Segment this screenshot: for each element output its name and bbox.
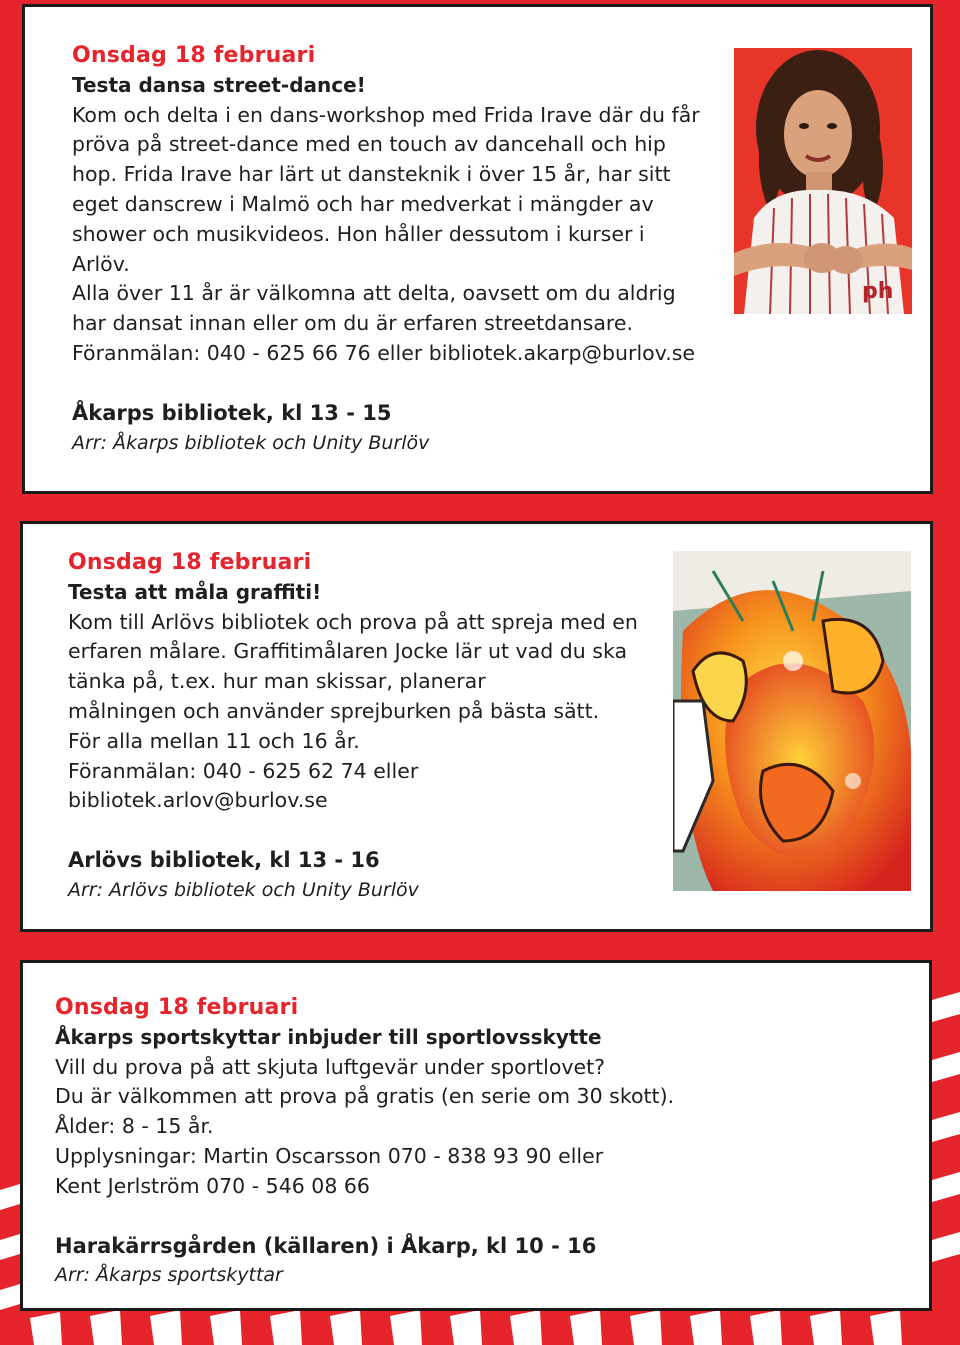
event-date: Onsdag 18 februari <box>72 43 316 68</box>
description-line: tänka på, t.ex. hur man skissar, planerar <box>68 669 486 694</box>
event-location: Harakärrsgården (källaren) i Åkarp, kl 10 - 16 <box>55 1233 597 1258</box>
description-line: Föranmälan: 040 - 625 62 74 eller <box>68 758 419 783</box>
description-line: har dansat innan eller om du är erfaren streetdansare. <box>72 311 634 336</box>
description-line: målningen och använder sprejburken på bästa sätt. <box>68 698 600 723</box>
event-location: Arlövs bibliotek, kl 13 - 16 <box>68 848 380 873</box>
event-card-street-dance <box>22 4 933 494</box>
event-organizer: Arr: Arlövs bibliotek och Unity Burlöv <box>68 878 419 901</box>
event-date: Onsdag 18 februari <box>55 995 299 1020</box>
event-content <box>68 548 668 906</box>
svg-text:ph: ph <box>862 279 894 304</box>
description-line: Kom till Arlövs bibliotek och prova på att spreja med en <box>68 609 638 634</box>
event-description <box>68 608 668 817</box>
description-line: erfaren målare. Graffitimålaren Jocke lär ut vad du ska <box>68 639 628 664</box>
description-line: pröva på street-dance med en touch av dancehall och hip <box>72 132 666 157</box>
description-line: Kom och delta i en dans-workshop med Frida Irave där du får <box>72 102 700 127</box>
description-line: För alla mellan 11 och 16 år. <box>68 728 360 753</box>
event-card-shooting <box>20 960 932 1311</box>
description-line: bibliotek.arlov@burlov.se <box>68 788 328 813</box>
description-line: Föranmälan: 040 - 625 66 76 eller bibliotek.akarp@burlov.se <box>72 340 696 365</box>
event-description <box>72 101 732 369</box>
event-organizer: Arr: Åkarps sportskyttar <box>55 1264 283 1287</box>
description-line: Upplysningar: Martin Oscarsson 070 - 838 93 90 eller <box>55 1143 604 1168</box>
event-title: Testa dansa street-dance! <box>72 72 366 97</box>
description-line: hop. Frida Irave har lärt ut dansteknik i över 15 år, har sitt <box>72 162 671 187</box>
description-line: Alla över 11 år är välkomna att delta, oavsett om du aldrig <box>72 281 676 306</box>
description-line: eget danscrew i Malmö och har medverkat i mängder av <box>72 191 654 216</box>
event-card-graffiti <box>20 521 933 932</box>
event-content <box>55 993 915 1291</box>
event-title: Åkarps sportskyttar inbjuder till sportlovsskytte <box>55 1024 602 1049</box>
event-title: Testa att måla graffiti! <box>68 579 322 604</box>
dancer-photo <box>734 48 912 314</box>
event-location: Åkarps bibliotek, kl 13 - 15 <box>72 400 392 425</box>
event-organizer: Arr: Åkarps bibliotek och Unity Burlöv <box>72 431 430 454</box>
description-line: Arlöv. <box>72 251 130 276</box>
event-description <box>55 1053 915 1202</box>
event-date: Onsdag 18 februari <box>68 550 312 575</box>
description-line: Ålder: 8 - 15 år. <box>55 1114 214 1139</box>
description-line: shower och musikvideos. Hon håller dessutom i kurser i <box>72 221 645 246</box>
description-line: Kent Jerlström 070 - 546 08 66 <box>55 1173 370 1198</box>
description-line: Du är välkommen att prova på gratis (en serie om 30 skott). <box>55 1084 675 1109</box>
description-line: Vill du prova på att skjuta luftgevär under sportlovet? <box>55 1054 606 1079</box>
graffiti-photo <box>673 551 911 891</box>
event-content <box>72 41 732 458</box>
